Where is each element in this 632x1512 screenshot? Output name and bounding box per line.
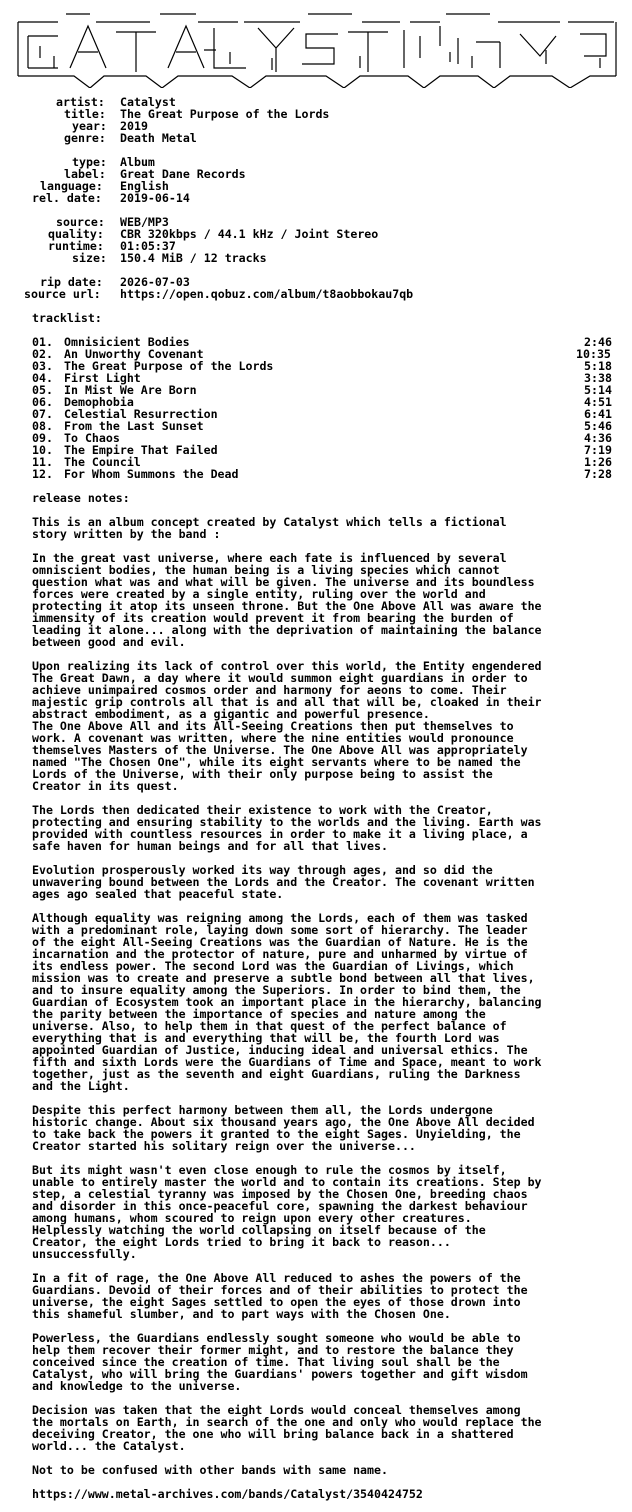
meta-label: source: xyxy=(56,215,105,229)
meta-label: artist: xyxy=(56,95,105,109)
release-notes-line: Creator in its quest. xyxy=(32,779,179,793)
track-number: 02. xyxy=(32,347,53,361)
meta-label: quality: xyxy=(48,227,104,241)
release-notes-line: protecting it atop its unseen throne. But the One Above All was aware the xyxy=(32,599,542,613)
release-notes-line: step, a celestial tyranny was imposed by the Chosen One, breeding chaos xyxy=(32,1187,528,1201)
meta-value: English xyxy=(120,179,169,193)
track-duration: 3:38 xyxy=(584,371,612,385)
track-duration: 7:19 xyxy=(584,443,612,457)
meta-value: Catalyst xyxy=(120,95,176,109)
release-notes-line: ages ago sealed that peaceful state. xyxy=(32,887,284,901)
tracklist-heading: tracklist: xyxy=(32,311,102,325)
release-notes-line: incarnation and the protector of nature, pure and unharmed by virtue of xyxy=(32,947,528,961)
release-notes-line: and knowledge to the universe. xyxy=(32,1379,242,1393)
track-number: 12. xyxy=(32,467,53,481)
release-notes-line: conceived since the creation of time. That living soul shall be the xyxy=(32,1355,500,1369)
release-notes-line: majestic grip controls all that is and all that will be, cloaked in their xyxy=(32,695,542,709)
release-notes-line: The One Above All and its All-Seeing Creations then put themselves to xyxy=(32,719,514,733)
release-notes-line: of the eight All-Seeing Creations was the Guardian of Nature. He is the xyxy=(32,935,528,949)
release-notes-line: everything that is and everything that will be, the fourth Lord was xyxy=(32,1031,500,1045)
track-number: 09. xyxy=(32,431,53,445)
meta-label: source url: xyxy=(24,287,101,301)
track-duration: 5:18 xyxy=(584,359,612,373)
track-title: First Light xyxy=(64,371,141,385)
track-title: For Whom Summons the Dead xyxy=(64,467,239,481)
track-number: 10. xyxy=(32,443,53,457)
meta-label: size: xyxy=(72,251,107,265)
release-notes-line: and disorder in this once-peaceful core, spawning the darkest behaviour xyxy=(32,1199,528,1213)
meta-label: rel. date: xyxy=(32,191,102,205)
track-duration: 1:26 xyxy=(584,455,612,469)
release-notes-line: mission was to create and preserve a subtle bond between all that lives, xyxy=(32,971,535,985)
release-notes-line: world... the Catalyst. xyxy=(32,1439,186,1453)
release-notes-line: Creator, the eight Lords tried to bring it back to reason... xyxy=(32,1235,451,1249)
release-notes-line: Catalyst, who will bring the Guardians' powers together and gift wisdom xyxy=(32,1367,528,1381)
track-title: From the Last Sunset xyxy=(64,419,204,433)
release-notes-line: leading it alone... along with the deprivation of maintaining the balance xyxy=(32,623,542,637)
meta-value: 2019-06-14 xyxy=(120,191,190,205)
track-title: In Mist We Are Born xyxy=(64,383,197,397)
meta-value: 2019 xyxy=(120,119,148,133)
meta-label: language: xyxy=(40,179,103,193)
meta-label: runtime: xyxy=(48,239,104,253)
track-duration: 6:41 xyxy=(584,407,612,421)
release-notes-line: Upon realizing its lack of control over this world, the Entity engendered xyxy=(32,659,542,673)
track-duration: 2:46 xyxy=(584,335,612,349)
release-notes-line: themselves Masters of the Universe. The One Above All was appropriately xyxy=(32,743,528,757)
meta-value: 150.4 MiB / 12 tracks xyxy=(120,251,267,265)
release-notes-line: Not to be confused with other bands with same name. xyxy=(32,1463,388,1477)
track-title: Demophobia xyxy=(64,395,134,409)
release-notes-line: Powerless, the Guardians endlessly sought someone who would be able to xyxy=(32,1331,521,1345)
track-title: The Great Purpose of the Lords xyxy=(64,359,274,373)
track-duration: 7:28 xyxy=(584,467,612,481)
release-notes-line: Helplessly watching the world collapsing on itself because of the xyxy=(32,1223,486,1237)
release-notes-line: Despite this perfect harmony between them all, the Lords undergone xyxy=(32,1103,493,1117)
release-notes-line: But its might wasn't even close enough to rule the cosmos by itself, xyxy=(32,1163,507,1177)
release-notes-line: deceiving Creator, the one who will bring balance back in a shattered xyxy=(32,1427,514,1441)
release-notes-line: universe. Also, to help them in that quest of the perfect balance of xyxy=(32,1019,507,1033)
release-notes-line: In a fit of rage, the One Above All reduced to ashes the powers of the xyxy=(32,1271,521,1285)
meta-value: 01:05:37 xyxy=(120,239,176,253)
release-notes-line: achieve unimpaired cosmos order and harmony for aeons to come. Their xyxy=(32,683,507,697)
release-notes-line: question what was and what will be given. The universe and its boundless xyxy=(32,575,535,589)
track-number: 06. xyxy=(32,395,53,409)
release-notes-line: together, just as the seventh and eight Guardians, ruling the Darkness xyxy=(32,1067,521,1081)
release-notes-line: to take back the powers it granted to the eight Sages. Unyielding, the xyxy=(32,1127,521,1141)
release-notes-line: help them recover their former might, and to restore the balance they xyxy=(32,1343,514,1357)
meta-label: year: xyxy=(72,119,107,133)
release-notes-line: The Great Dawn, a day where it would summon eight guardians in order to xyxy=(32,671,528,685)
release-notes-line: Guardian of Ecosystem took an important place in the hierarchy, balancing xyxy=(32,995,542,1009)
release-notes-line: between good and evil. xyxy=(32,635,186,649)
meta-label: type: xyxy=(72,155,107,169)
track-number: 01. xyxy=(32,335,53,349)
track-number: 11. xyxy=(32,455,53,469)
meta-value: Great Dane Records xyxy=(120,167,246,181)
track-number: 07. xyxy=(32,407,53,421)
catalyst-ascii-logo xyxy=(0,6,632,88)
release-notes-line: This is an album concept created by Catalyst which tells a fictional xyxy=(32,515,507,529)
release-notes-line: unable to entirely master the world and to contain its creations. Step by xyxy=(32,1175,542,1189)
release-notes-line: Although equality was reigning among the Lords, each of them was tasked xyxy=(32,911,528,925)
release-notes-line: abstract embodiment, as a gigantic and powerful presence. xyxy=(32,707,430,721)
track-duration: 5:46 xyxy=(584,419,612,433)
release-notes-line: Lords of the Universe, with their only purpose being to assist the xyxy=(32,767,493,781)
meta-value: 2026-07-03 xyxy=(120,275,190,289)
track-duration: 4:36 xyxy=(584,431,612,445)
release-notes-line: provided with countless resources in order to make it a living place, a xyxy=(32,827,528,841)
release-notes-line: and to insure equality among the Superiors. In order to bind them, the xyxy=(32,983,521,997)
track-number: 08. xyxy=(32,419,53,433)
track-title: Omnisicient Bodies xyxy=(64,335,190,349)
release-notes-line: fifth and sixth Lords were the Guardians of Time and Space, meant to work xyxy=(32,1055,542,1069)
release-notes-line: forces were created by a single entity, ruling over the world and xyxy=(32,587,486,601)
meta-value: The Great Purpose of the Lords xyxy=(120,107,330,121)
release-notes-line: omniscient bodies, the human being is a living species which cannot xyxy=(32,563,500,577)
release-notes-line: among humans, whom scoured to reign upon every other creatures. xyxy=(32,1211,472,1225)
release-notes-line: appointed Guardian of Justice, inducing ideal and universal ethics. The xyxy=(32,1043,528,1057)
release-notes-line: In the great vast universe, where each fate is influenced by several xyxy=(32,551,507,565)
release-notes-line: and the Light. xyxy=(32,1079,130,1093)
release-notes-line: its endless power. The second Lord was the Guardian of Livings, which xyxy=(32,959,514,973)
track-duration: 4:51 xyxy=(584,395,612,409)
release-notes-line: the parity between the importance of species and nature among the xyxy=(32,1007,486,1021)
release-notes-line: the mortals on Earth, in search of the one and only who would replace the xyxy=(32,1415,542,1429)
meta-label: genre: xyxy=(64,131,106,145)
release-notes-line: story written by the band : xyxy=(32,527,221,541)
meta-label: rip date: xyxy=(40,275,103,289)
track-title: Celestial Resurrection xyxy=(64,407,218,421)
release-notes-line: named "The Chosen One", while its eight servants where to be named the xyxy=(32,755,521,769)
meta-value: CBR 320kbps / 44.1 kHz / Joint Stereo xyxy=(120,227,379,241)
track-number: 03. xyxy=(32,359,53,373)
track-title: The Council xyxy=(64,455,141,469)
track-number: 04. xyxy=(32,371,53,385)
release-notes-line: Creator started his solitary reign over the universe... xyxy=(32,1139,416,1153)
release-notes-line: immensity of its creation would prevent it from bearing the burden of xyxy=(32,611,514,625)
release-notes-line: with a predominant role, laying down some sort of hierarchy. The leader xyxy=(32,923,528,937)
track-number: 05. xyxy=(32,383,53,397)
release-notes-line: Guardians. Devoid of their forces and of their abilities to protect the xyxy=(32,1283,528,1297)
band-archive-url: https://www.metal-archives.com/bands/Catalyst/3540424752 xyxy=(32,1487,423,1501)
release-notes-line: protecting and ensuring stability to the worlds and the living. Earth was xyxy=(32,815,542,829)
meta-value: WEB/MP3 xyxy=(120,215,169,229)
track-duration: 5:14 xyxy=(584,383,612,397)
release-notes-line: Evolution prosperously worked its way through ages, and so did the xyxy=(32,863,493,877)
meta-label: label: xyxy=(64,167,106,181)
meta-value: https://open.qobuz.com/album/t8aobbokau7qb xyxy=(120,287,414,301)
release-notes-line: unwavering bound between the Lords and the Creator. The covenant written xyxy=(32,875,535,889)
track-title: An Unworthy Covenant xyxy=(64,347,204,361)
meta-value: Album xyxy=(120,155,155,169)
release-notes-heading: release notes: xyxy=(32,491,130,505)
track-title: To Chaos xyxy=(64,431,120,445)
meta-value: Death Metal xyxy=(120,131,197,145)
release-notes-line: Decision was taken that the eight Lords would conceal themselves among xyxy=(32,1403,521,1417)
track-title: The Empire That Failed xyxy=(64,443,218,457)
release-notes-line: work. A covenant was written, where the nine entities would pronounce xyxy=(32,731,514,745)
release-notes-line: unsuccessfully. xyxy=(32,1247,137,1261)
track-duration: 10:35 xyxy=(576,347,611,361)
release-notes-line: universe, the eight Sages settled to open the eyes of those drown into xyxy=(32,1295,521,1309)
release-notes-line: safe haven for human beings and for all that lives. xyxy=(32,839,388,853)
meta-label: title: xyxy=(64,107,106,121)
release-notes-line: this shameful slumber, and to part ways with the Chosen One. xyxy=(32,1307,451,1321)
release-notes-line: The Lords then dedicated their existence to work with the Creator, xyxy=(32,803,493,817)
release-notes-line: historic change. About six thousand years ago, the One Above All decided xyxy=(32,1115,535,1129)
